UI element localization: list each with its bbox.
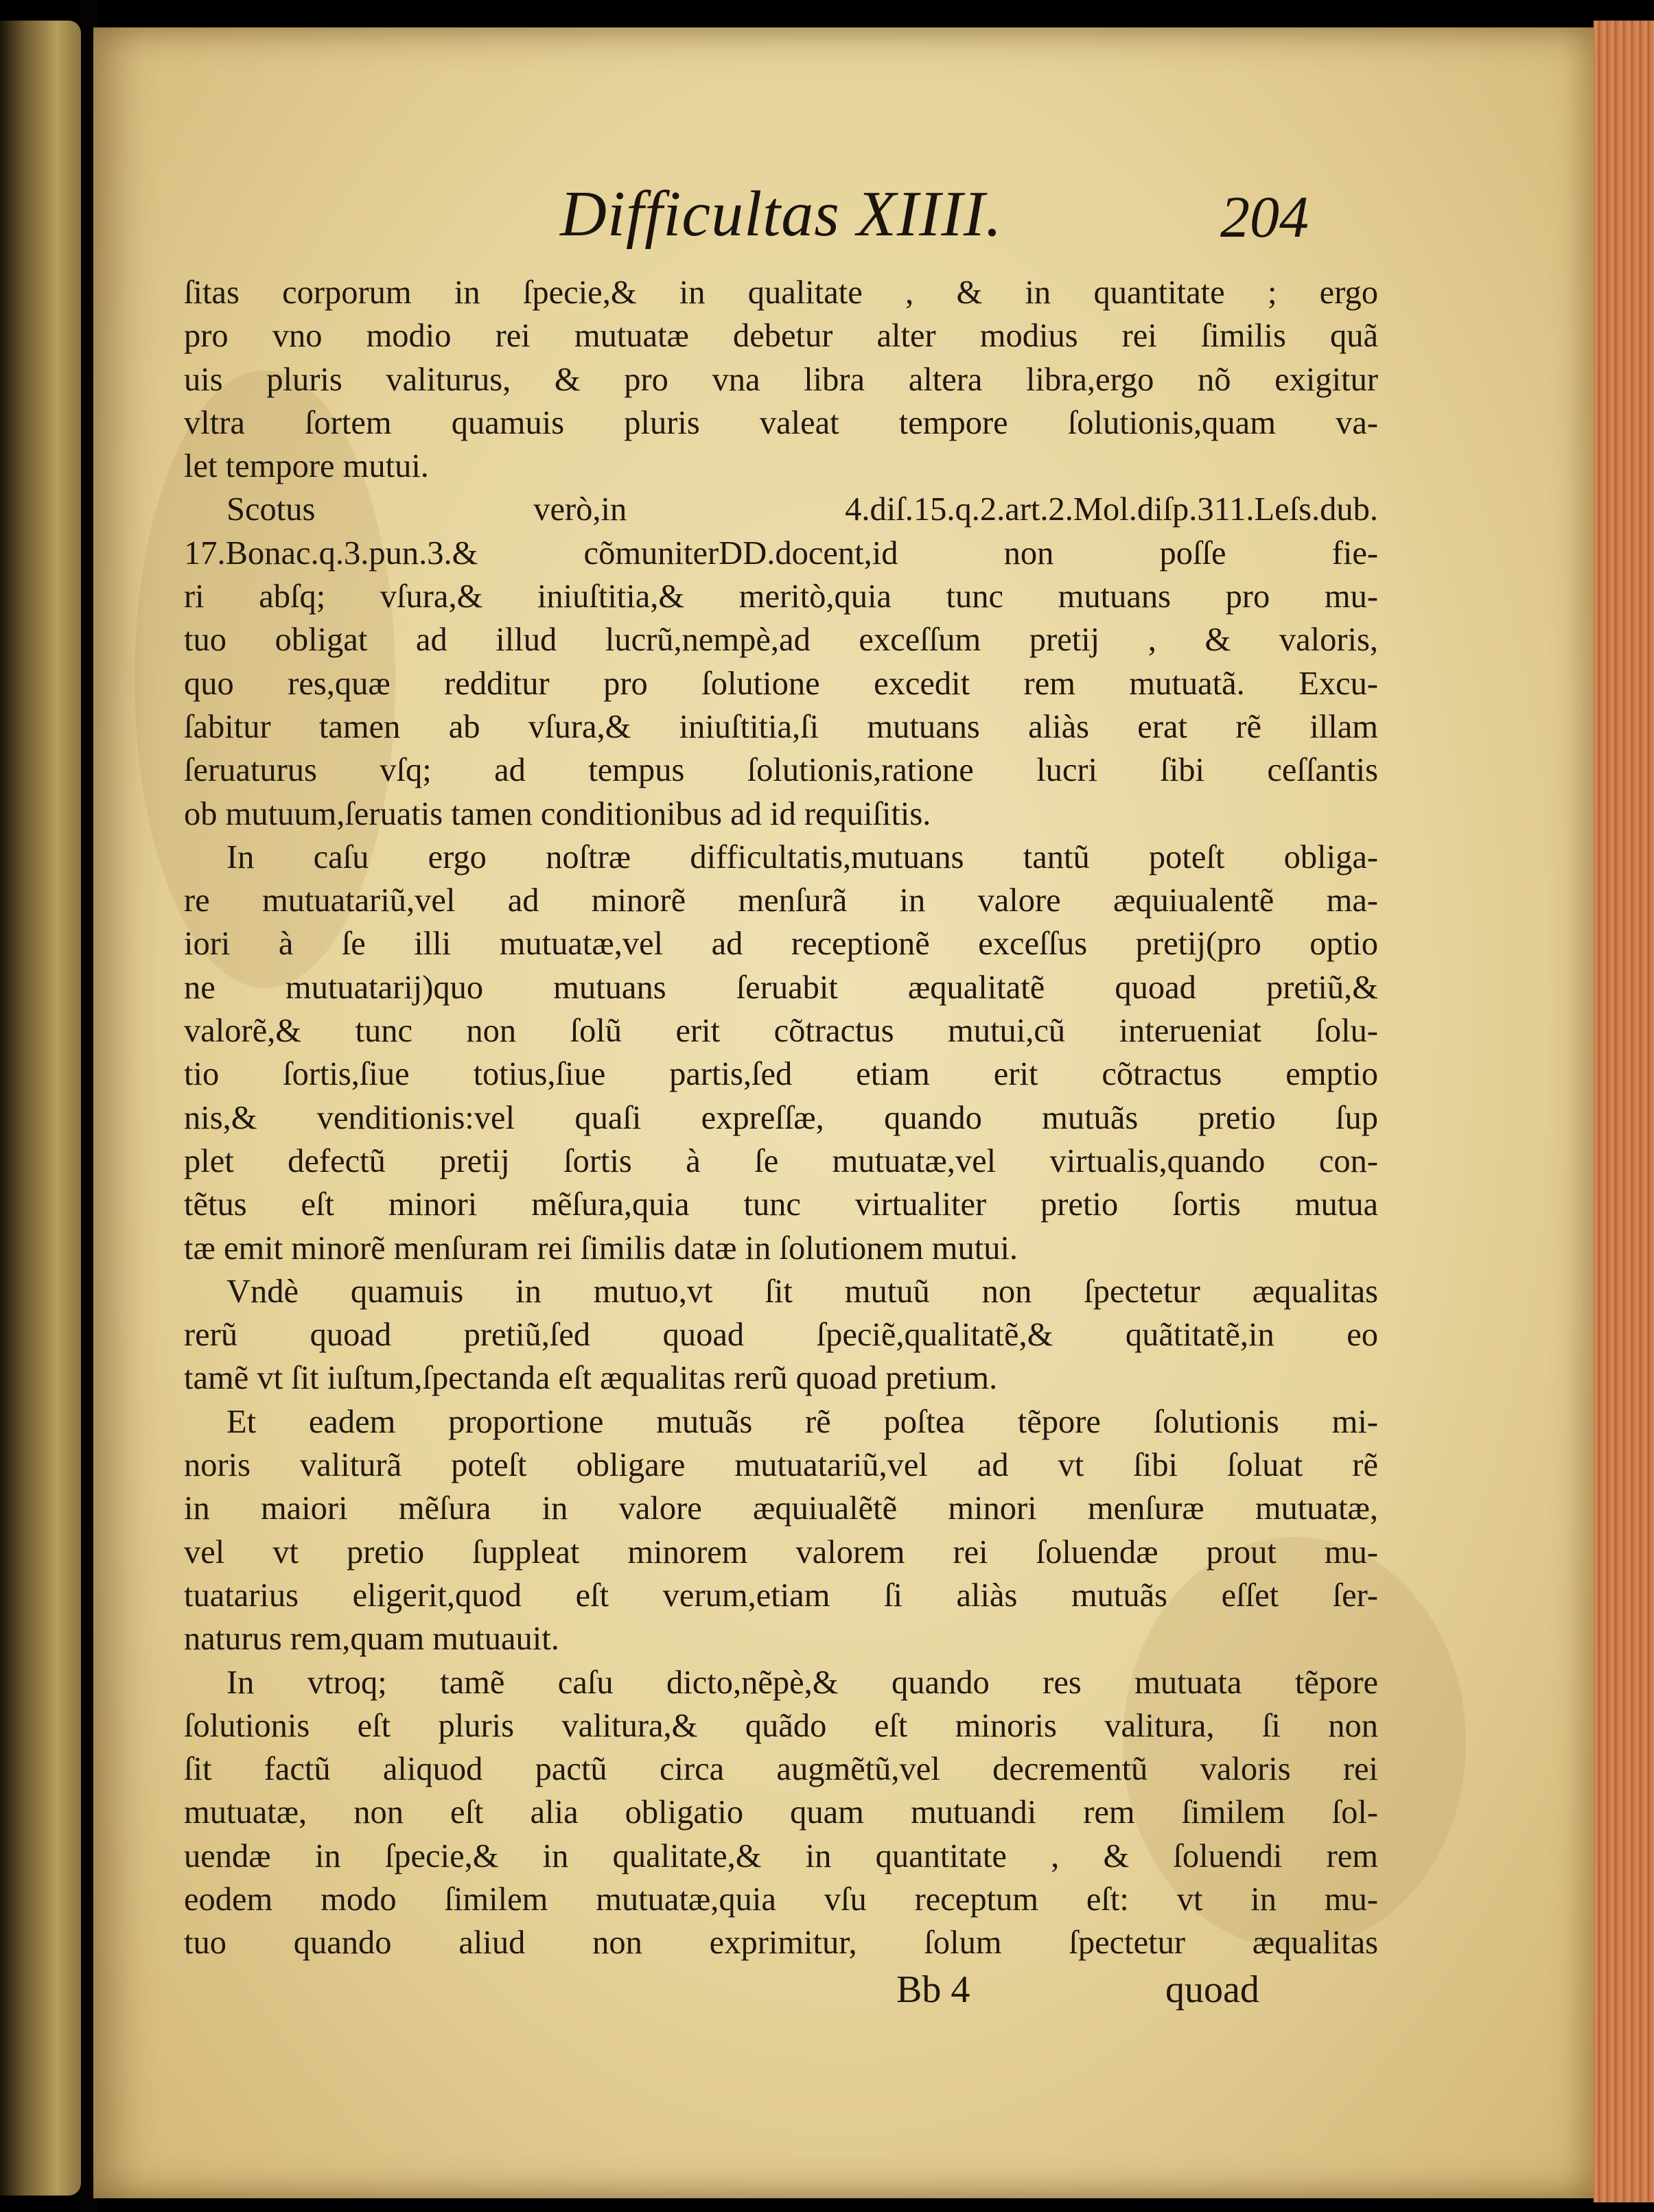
text-line: eodem modo ſimilem mutuatæ,quia vſu receptum eſt: vt in mu- (184, 1881, 1378, 1918)
running-head-title: Difficultas XIIII. (560, 178, 1003, 250)
text-line: tuatarius eligerit,quod eſt verum,etiam ſi aliàs mutuãs eſſet ſer- (184, 1577, 1378, 1614)
text-line: ob mutuum,ſeruatis tamen conditionibus ad id requiſitis. (184, 795, 931, 832)
text-line: tamẽ vt ſit iuſtum,ſpectanda eſt æqualitas rerũ quoad pretium. (184, 1360, 998, 1397)
text-line: vltra ſortem quamuis pluris valeat tempore ſolutionis,quam va- (184, 404, 1378, 441)
text-line: tæ emit minorẽ menſuram rei ſimilis datæ in ſolutionem mutui. (184, 1229, 1018, 1267)
body-text (184, 271, 1378, 1965)
text-line: Scotus verò,in 4.diſ.15.q.2.art.2.Mol.diſp.311.Leſs.dub. (226, 491, 1378, 528)
left-page-edge (0, 21, 81, 2196)
page-footer (93, 1968, 1594, 2023)
text-line: Vndè quamuis in mutuo,vt ſit mutuũ non ſpectetur æqualitas (226, 1273, 1378, 1310)
text-line: pro vno modio rei mutuatæ debetur alter modius rei ſimilis quã (184, 318, 1378, 355)
text-line: Et eadem proportione mutuãs rẽ poſtea tẽpore ſolutionis mi- (226, 1403, 1378, 1440)
text-line: noris valiturã poteſt obligare mutuatariũ,vel ad vt ſibi ſoluat rẽ (184, 1447, 1378, 1484)
text-line: ſeruaturus vſq; ad tempus ſolutionis,ratione lucri ſibi ceſſantis (184, 752, 1378, 789)
text-line: tio ſortis,ſiue totius,ſiue partis,ſed etiam erit cõtractus emptio (184, 1056, 1378, 1093)
fore-edge (1594, 21, 1654, 2202)
text-line: In vtroq; tamẽ caſu dicto,nẽpè,& quando res mutuata tẽpore (226, 1664, 1378, 1701)
text-line: re mutuatariũ,vel ad minorẽ menſurã in valore æquiualentẽ ma- (184, 882, 1378, 919)
text-line: uis pluris valiturus, & pro vna libra altera libra,ergo nõ exigitur (184, 361, 1378, 398)
text-line: valorẽ,& tunc non ſolũ erit cõtractus mutui,cũ interueniat ſolu- (184, 1013, 1378, 1050)
book-page (93, 27, 1594, 2198)
text-line: tuo obligat ad illud lucrũ,nempè,ad exceſſum pretij , & valoris, (184, 622, 1378, 659)
text-line: ne mutuatarij)quo mutuans ſeruabit æqualitatẽ quoad pretiũ,& (184, 969, 1378, 1006)
text-line: ſolutionis eſt pluris valitura,& quãdo eſt minoris valitura, ſi non (184, 1707, 1378, 1744)
catchword: quoad (1165, 1968, 1259, 2011)
text-line: mutuatæ, non eſt alia obligatio quam mutuandi rem ſimilem ſol- (184, 1794, 1378, 1831)
text-line: In caſu ergo noſtræ difficultatis,mutuans tantũ poteſt obliga- (226, 838, 1378, 875)
running-head (93, 177, 1594, 259)
text-line: ſitas corporum in ſpecie,& in qualitate , & in quantitate ; ergo (184, 274, 1378, 311)
text-line: quo res,quæ redditur pro ſolutione excedit rem mutuatã. Excu- (184, 665, 1378, 702)
text-line: tẽtus eſt minori mẽſura,quia tunc virtualiter pretio ſortis mutua (184, 1186, 1378, 1223)
text-line: ri abſq; vſura,& iniuſtitia,& meritò,quia tunc mutuans pro mu- (184, 578, 1378, 615)
text-line: ſabitur tamen ab vſura,& iniuſtitia,ſi mutuans aliàs erat rẽ illam (184, 708, 1378, 745)
text-line: in maiori mẽſura in valore æquiualẽtẽ minori menſuræ mutuatæ, (184, 1490, 1378, 1527)
text-line: let tempore mutui. (184, 448, 429, 485)
signature-mark: Bb 4 (896, 1968, 970, 2011)
text-line: vel vt pretio ſuppleat minorem valorem rei ſoluendæ prout mu- (184, 1533, 1378, 1570)
text-line: naturus rem,quam mutuauit. (184, 1621, 559, 1658)
text-line: iori à ſe illi mutuatæ,vel ad receptionẽ exceſſus pretij(pro optio (184, 926, 1378, 963)
text-line: ſit factũ aliquod pactũ circa augmẽtũ,vel decrementũ valoris rei (184, 1751, 1378, 1788)
text-line: uendæ in ſpecie,& in qualitate,& in quantitate , & ſoluendi rem (184, 1837, 1378, 1874)
text-line: tuo quando aliud non exprimitur, ſolum ſpectetur æqualitas (184, 1925, 1378, 1962)
text-line: 17.Bonac.q.3.pun.3.& cõmuniterDD.docent,id non poſſe fie- (184, 534, 1378, 572)
page-number: 204 (1220, 184, 1309, 250)
text-line: rerũ quoad pretiũ,ſed quoad ſpeciẽ,qualitatẽ,& quãtitatẽ,in eo (184, 1317, 1378, 1354)
text-line: nis,& venditionis:vel quaſi expreſſæ, quando mutuãs pretio ſup (184, 1099, 1378, 1136)
text-line: plet defectũ pretij ſortis à ſe mutuatæ,vel virtualis,quando con- (184, 1142, 1378, 1179)
